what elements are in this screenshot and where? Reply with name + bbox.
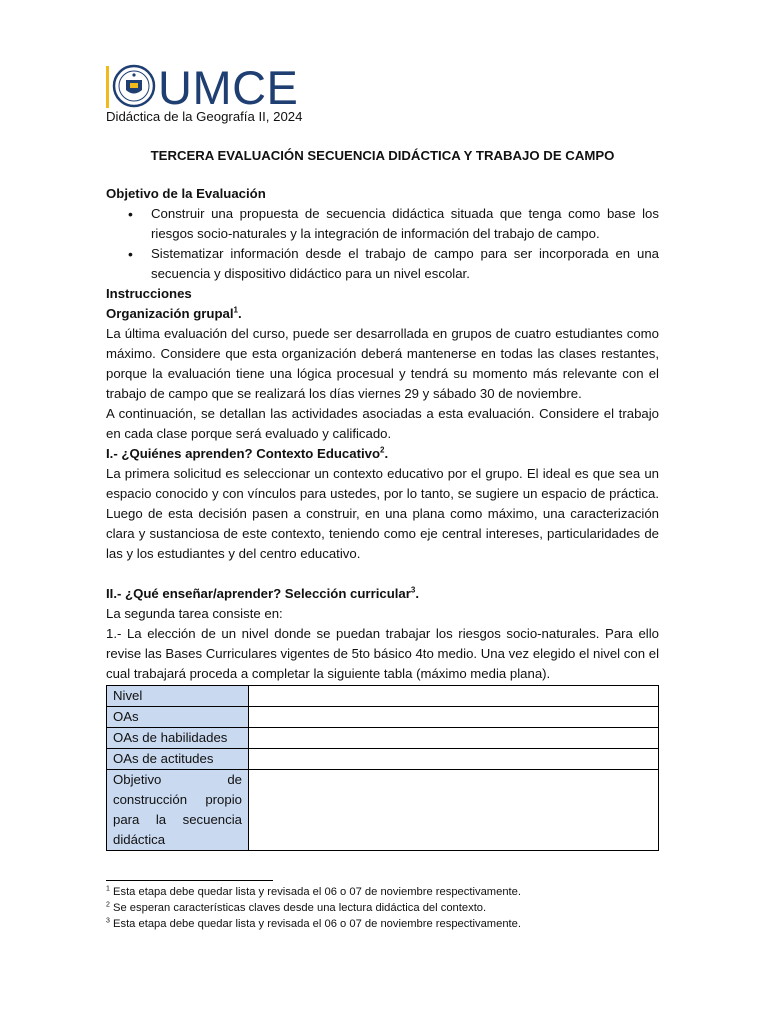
group-paragraph: La última evaluación del curso, puede ser desarrollada en grupos de cuatro estudiantes como máximo. Considere que esta organización deberá mantenerse en todas las clases restantes, porque la evaluación tiene una lógica procesual y tendrá su momento más relevante con el trabajo de campo que se realizará los días viernes 29 y sábado 30 de noviembre.	[106, 326, 659, 401]
instructions-heading: Instrucciones	[106, 286, 192, 301]
footnote: $^2$ Se esperan características claves desde una lectura didáctica del contexto.	[106, 901, 487, 914]
document-title: TERCERA EVALUACIÓN SECUENCIA DIDÁCTICA Y TRABAJO DE CAMPO	[150, 148, 615, 163]
objective-item: • Sistematizar información desde el trabajo de campo para ser incorporada en una secuencia y dispositivo didáctico para un nivel escolar.	[106, 244, 659, 284]
course-name: Didáctica de la Geografía II, 2024	[106, 109, 303, 124]
footnote: $^3$ Esta etapa debe quedar lista y revisada el 06 o 07 de noviembre respectivamente.	[106, 917, 521, 930]
logo-gold-bar	[106, 66, 109, 108]
footnotes	[106, 884, 666, 932]
row-label-oas: OAs	[107, 707, 249, 728]
table-row	[107, 728, 659, 749]
section2-intro: La segunda tarea consiste en:	[106, 606, 283, 621]
table-row	[107, 749, 659, 770]
table-row	[107, 770, 659, 851]
row-value-cell[interactable]	[249, 686, 659, 707]
section1-paragraph: La primera solicitud es seleccionar un contexto educativo por el grupo. El ideal es que sea un espacio conocido y con vínculos para ustedes, por lo tanto, se sugiere un espacio de práctica. Luego de esta decisión pasen a construir, en una plana como máximo, una caracterización clara y sustanciosa de este contexto, teniendo como eje central intereses, particularidades de las y los estudiantes y del centro educativo.	[106, 466, 659, 561]
section2-heading: II.- ¿Qué enseñar/aprender? Selección curricular$^3$.	[106, 585, 420, 601]
footnote-ref: 1	[233, 305, 238, 315]
footnote-separator	[106, 880, 273, 881]
objective-list	[106, 204, 659, 284]
row-label-actitudes: OAs de actitudes	[107, 749, 249, 770]
table-row	[107, 686, 659, 707]
activities-paragraph: A continuación, se detallan las actividades asociadas a esta evaluación. Considere el trabajo en cada clase porque será evaluado y calificado.	[106, 406, 659, 441]
document-body	[106, 107, 659, 851]
section2-item1: 1.- La elección de un nivel donde se puedan trabajar los riesgos socio-naturales. Para ello revise las Bases Curriculares vigentes de 5to básico 4to medio. Una vez elegido el nivel con el cual trabajará proceda a completar la siguiente tabla (máximo media plana).	[106, 626, 659, 681]
footnote: $^1$ Esta etapa debe quedar lista y revisada el 06 o 07 de noviembre respectivamente.	[106, 885, 521, 898]
group-heading: Organización grupal$^1$.	[106, 305, 242, 321]
row-label-nivel: Nivel	[107, 686, 249, 707]
objective-heading: Objetivo de la Evaluación	[106, 186, 266, 201]
row-label-habilidades: OAs de habilidades	[107, 728, 249, 749]
row-value-cell[interactable]	[249, 728, 659, 749]
footnote-ref: 2	[380, 445, 385, 455]
row-label-objetivo: Objetivo de construcción propio para la secuencia didáctica	[107, 770, 249, 851]
footnote-ref: 3	[410, 585, 416, 595]
university-seal-icon	[112, 64, 156, 108]
objective-item: • Construir una propuesta de secuencia didáctica situada que tenga como base los riesgos socio-naturales y la integración de información del trabajo de campo.	[106, 204, 659, 244]
row-value-cell[interactable]	[249, 707, 659, 728]
logo-wordmark: UMCE	[158, 61, 299, 114]
row-value-cell[interactable]	[249, 749, 659, 770]
row-value-cell[interactable]	[249, 770, 659, 851]
curriculum-table	[106, 685, 659, 851]
section1-heading: I.- ¿Quiénes aprenden? Contexto Educativo$^2$.	[106, 445, 389, 461]
table-row	[107, 707, 659, 728]
umce-logo	[106, 61, 299, 114]
